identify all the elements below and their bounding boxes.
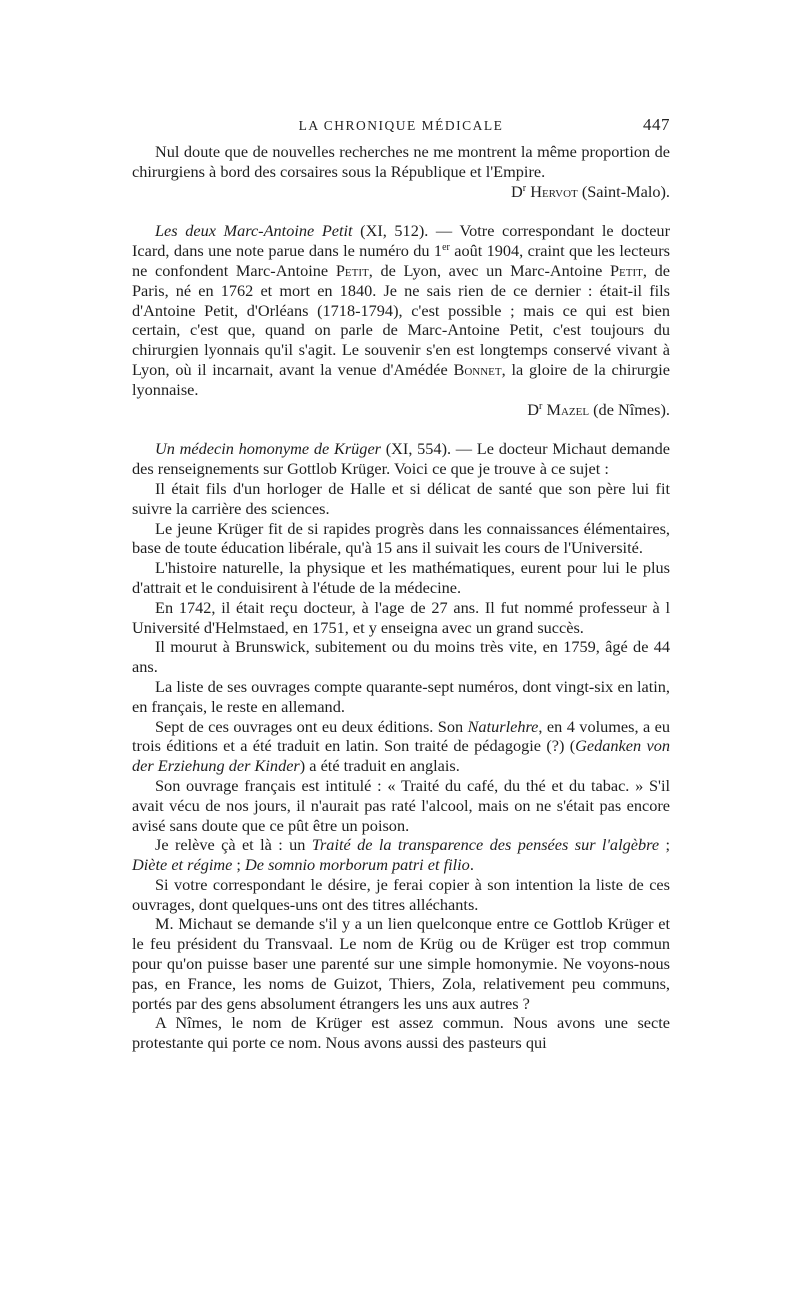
paragraph: Il était fils d'un horloger de Halle et si délicat de santé que son père lui fit suivre la carrière des sciences. — [132, 478, 670, 518]
paragraph: La liste de ses ouvrages compte quarante-sept numéros, dont vingt-six en latin, en français, le reste en allemand. — [132, 676, 670, 716]
paragraph: L'histoire naturelle, la physique et les mathématiques, eurent pour lui le plus d'attrait et le conduisirent à l'étude de la médecine. — [132, 558, 670, 597]
running-title: LA CHRONIQUE MÉDICALE — [298, 118, 504, 133]
paragraph: Sept de ces ouvrages ont eu deux éditions. Son Naturlehre, en 4 volumes, a eu trois éditions et a été traduit en latin. Son traité de pédagogie (?) (Gedanken von der Erziehung der Kinder) a été traduit en anglais. — [132, 716, 671, 776]
paragraph: Le jeune Krüger fit de si rapides progrès dans les connaissances élémentaires, base de toute éducation libérale, qu'à 15 ans il suivait les cours de l'Université. — [132, 518, 670, 558]
page-number: 447 — [643, 115, 670, 134]
paragraph: M. Michaut se demande s'il y a un lien quelconque entre ce Gottlob Krüger et le feu président du Transvaal. Le nom de Krüg ou de Krüger est trop commun pour qu'on puisse baser une parenté sur une simple homonymie. Ne voyons-nous pas, en France, les noms de Guizot, Thiers, Zola, relativement peu communs, portés par des gens absolument étrangers les uns aux autres ? — [132, 914, 670, 1013]
section-title: Un médecin homonyme de Krüger — [155, 439, 382, 459]
section-title: Les deux Marc-Antoine Petit — [155, 221, 353, 241]
article-body — [132, 142, 670, 1053]
paragraph: Il mourut à Brunswick, subitement ou du moins très vite, en 1759, âgé de 44 ans. — [132, 637, 670, 677]
paragraph: Si votre correspondant le désire, je ferai copier à son intention la liste de ces ouvrages, dont quelques-uns ont des titres alléchants. — [132, 874, 670, 914]
paragraph: A Nîmes, le nom de Krüger est assez commun. Nous avons une secte protestante qui porte ce nom. Nous avons aussi des pasteurs qui — [132, 1013, 670, 1053]
section-kruger: Un médecin homonyme de Krüger (XI, 554). — Le docteur Michaut demande des renseignements sur Gottlob Krüger. Voici ce que je trouve à ce sujet : — [132, 439, 671, 479]
paragraph: Nul doute que de nouvelles recherches ne me montrent la même proportion de chirurgiens à bord des corsaires sous la République et l'Empire. — [132, 142, 670, 181]
signature-mazel: $D^r$ Mazel (de Nîmes). — [527, 399, 670, 419]
paragraph: Je relève çà et là : un Traité de la transparence des pensées sur l'algèbre ; Diète et régime ; De somnio morborum patri et filio. — [132, 835, 670, 875]
paragraph: En 1742, il était reçu docteur, à l'age de 27 ans. Il fut nommé professeur à l Université d'Helmstaed, en 1751, et y enseigna avec un grand succès. — [132, 597, 670, 637]
section-petit: Les deux Marc-Antoine Petit (XI, 512). — Votre correspondant le docteur Icard, dans une note parue dans le numéro du 1er août 1904, craint que les lecteurs ne confondent Marc-Antoine Petit, de Lyon, avec un Marc-Antoine Petit, de Paris, né en 1762 et mort en 1840. Je ne sais rien de ce dernier : était-il fils d'Antoine Petit, d'Orléans (1718-1794), c'est possible ; mais ce qui est bien certain, c'est que, quand on parle de Marc-Antoine Petit, c'est toujours du chirurgien lyonnais qu'il s'agit. Le souvenir s'en est longtemps conservé vivant à Lyon, où il incarnait, avant la venue d'Amédée Bonnet, la gloire de la chirurgie lyonnaise. — [132, 221, 670, 399]
signature-hervot: $D^r$ Hervot (Saint-Malo). — [511, 181, 670, 201]
running-header — [132, 115, 670, 142]
paragraph: Son ouvrage français est intitulé : « Traité du café, du thé et du tabac. » S'il avait vécu de nos jours, il n'aurait pas raté l'alcool, mais on ne s'était pas encore avisé sans doute que ce pût être un poison. — [132, 775, 670, 835]
